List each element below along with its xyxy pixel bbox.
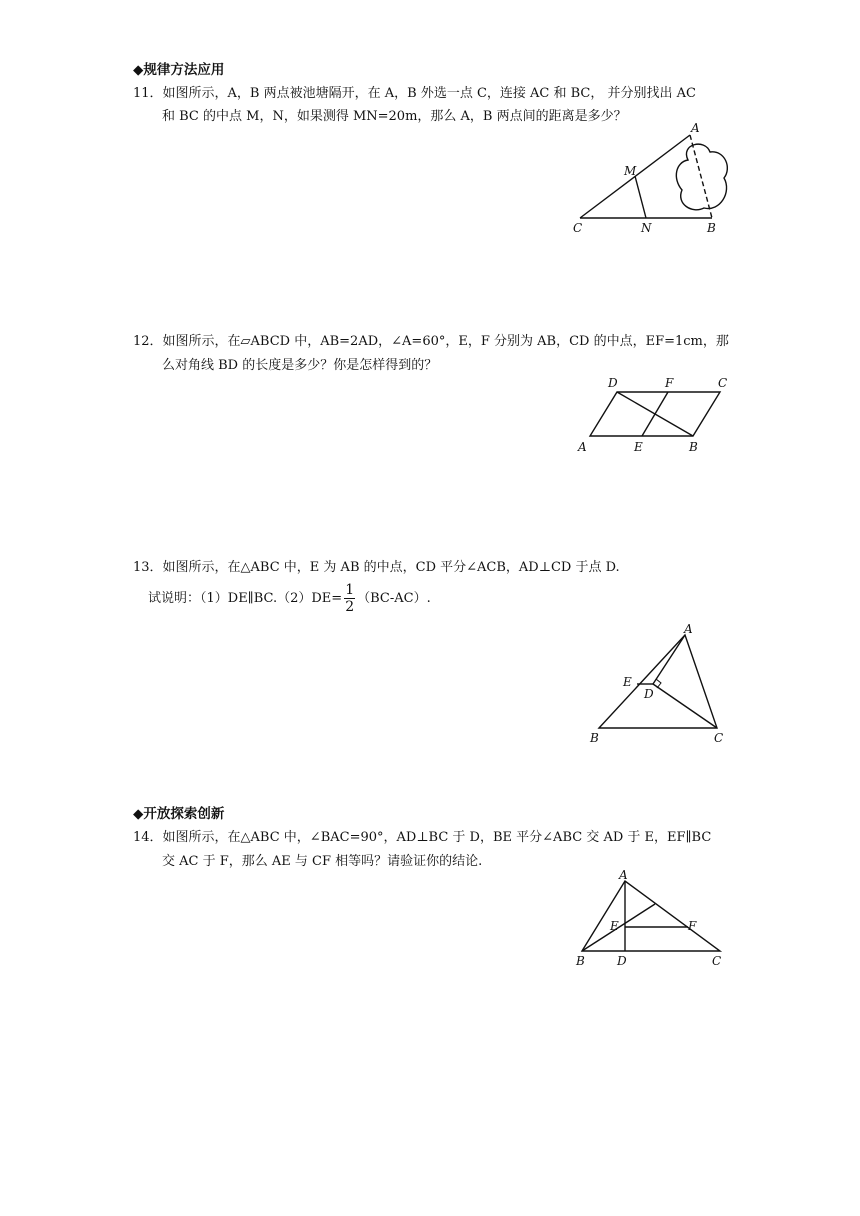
problem-12-line-2: 么对角线 BD 的长度是多少？你是怎样得到的？ [162,358,438,373]
problem-14-line-2: 交 AC 于 F，那么 AE 与 CF 相等吗？请验证你的结论. [162,854,483,869]
label-b: B [707,221,716,235]
problem-12-line-1: 12．如图所示，在▱ABCD 中，AB=2AD，∠A=60°，E，F 分别为 AB，CD 的中点，EF=1cm，那 [133,334,729,349]
fraction-numerator: 1 [345,582,355,598]
label-c: C [573,221,583,235]
label-b: B [689,440,698,454]
label-e: E [623,675,632,689]
segment-ad [653,635,685,684]
label-c: C [718,376,728,390]
label-d: D [608,376,618,390]
label-a: A [684,622,693,636]
figure-right-triangle [568,868,733,970]
label-d: D [617,954,627,968]
section-heading: ◆规律方法应用 [133,62,225,78]
problem-13-line-2 [148,583,431,614]
label-d: D [644,687,654,701]
fraction-one-half [344,583,355,614]
segment-mn [635,176,646,218]
label-n: N [641,221,652,235]
triangle-abc [582,881,720,951]
problem-13-text-a: 试说明：（1）DE∥BC.（2）DE= [148,591,343,606]
segment-ef [642,392,668,436]
problem-13-text-b: （BC-AC）. [357,591,431,606]
triangle-abc [599,635,717,728]
label-e: E [634,440,643,454]
label-c: C [714,731,724,745]
label-b: B [590,731,599,745]
label-a: A [578,440,587,454]
figure-triangle-bisector [580,618,730,748]
label-f: F [665,376,674,390]
label-m: M [624,164,637,178]
label-b: B [576,954,585,968]
label-a: A [691,121,700,135]
segment-ab [690,135,712,218]
label-a: A [619,868,628,882]
problem-11-line-1: 11．如图所示，A，B 两点被池塘隔开，在 A，B 外选一点 C，连接 AC 和 BC， 并分别找出 AC [133,86,696,101]
fraction-denominator: 2 [345,599,355,615]
figure-parallelogram [570,372,740,456]
problem-11-line-2: 和 BC 的中点 M，N，如果测得 MN=20m，那么 A，B 两点间的距离是多少？ [162,109,627,124]
label-f: F [688,919,697,933]
segment-dc [653,684,717,728]
label-e: E [610,919,619,933]
label-c: C [712,954,722,968]
problem-13-line-1: 13．如图所示，在△ABC 中，E 为 AB 的中点，CD 平分∠ACB，AD⊥CD 于点 D. [133,560,620,575]
figure-pond [560,118,740,240]
problem-14-line-1: 14．如图所示，在△ABC 中，∠BAC=90°，AD⊥BC 于 D，BE 平分∠ABC 交 AD 于 E，EF∥BC [133,830,712,845]
section-heading: ◆开放探索创新 [133,806,225,822]
